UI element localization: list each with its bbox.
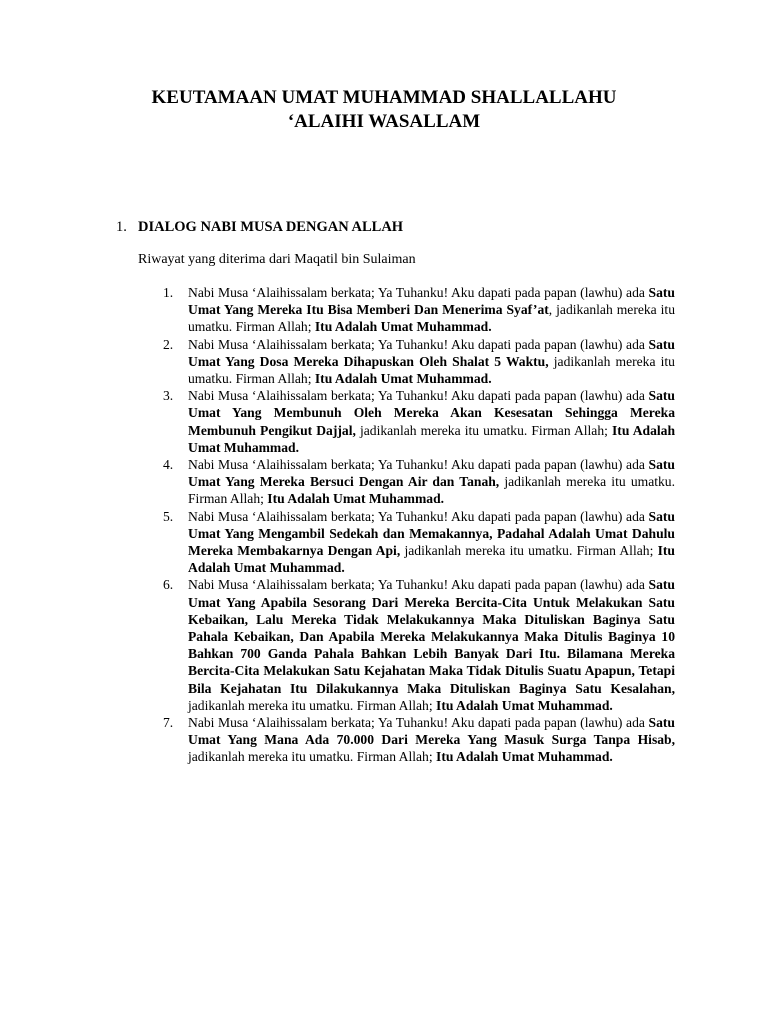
section-title: DIALOG NABI MUSA DENGAN ALLAH: [138, 219, 404, 235]
list-item-lead: Nabi Musa ‘Alaihissalam berkata; Ya Tuhanku! Aku dapati pada papan (lawhu) ada: [188, 508, 649, 524]
list-item-mid: jadikanlah mereka itu umatku. Firman Allah;: [188, 749, 437, 765]
list-item-lead: Nabi Musa ‘Alaihissalam berkata; Ya Tuhanku! Aku dapati pada papan (lawhu) ada: [188, 715, 649, 731]
list-item-bold: Satu Umat Yang Apabila Sesorang Dari Mereka Bercita-Cita Untuk Melakukan Satu Kebaikan, Lalu Mereka Tidak Melakukannya Maka Dituliskan Baginya Satu Pahala Kebaikan, Dan Apabila Mereka Melakukannya Maka Ditulis Baginya 10 Bahkan 700 Ganda Pahala Bahkan Lebih Banyak Dari Itu. Bilamana Mereka Bercita-Cita Melakukan Satu Kejahatan Maka Tidak Ditulis Suatu Apapun, Tetapi Bila Kejahatan Itu Dilakukannya Maka Dituliskan Baginya Satu Kesalahan,: [188, 577, 675, 696]
page-title-line-2: ‘ALAIHI WASALLAM: [287, 111, 481, 132]
list-item-mid: , jadikanlah mereka itu umatku. Firman Allah;: [188, 302, 676, 335]
list-item: [160, 387, 675, 456]
list-item-mid: jadikanlah mereka itu umatku. Firman Allah;: [355, 422, 612, 438]
list-item-conclusion: Itu Adalah Umat Muhammad.: [314, 371, 492, 387]
list-item-mid: jadikanlah mereka itu umatku. Firman Allah;: [188, 474, 675, 507]
list-item-mid: jadikanlah mereka itu umatku. Firman Allah;: [188, 353, 675, 387]
list-item-lead: Nabi Musa ‘Alaihissalam berkata; Ya Tuhanku! Aku dapati pada papan (lawhu) ada: [188, 336, 649, 352]
list-item-lead: Nabi Musa ‘Alaihissalam berkata; Ya Tuhanku! Aku dapati pada papan (lawhu) ada: [188, 457, 649, 473]
list-item-lead: Nabi Musa ‘Alaihissalam berkata; Ya Tuhanku! Aku dapati pada papan (lawhu) ada: [188, 577, 649, 593]
list-item-number: 7.: [163, 715, 174, 731]
section-number: 1.: [116, 219, 127, 235]
list-item-number: 2.: [163, 336, 174, 352]
list-item: [160, 508, 675, 577]
list-item: [160, 714, 675, 766]
section-heading: [116, 219, 403, 236]
list-item-number: 5.: [163, 508, 174, 524]
list-item-bold: Satu Umat Yang Mengambil Sedekah dan Memakannya, Padahal Adalah Umat Dahulu Mereka Membakarnya Dengan Api,: [188, 508, 675, 559]
list-item-lead: Nabi Musa ‘Alaihissalam berkata; Ya Tuhanku! Aku dapati pada papan (lawhu) ada: [188, 388, 649, 404]
list-item-bold: Satu Umat Yang Mereka Itu Bisa Memberi Dan Menerima Syaf’at: [188, 285, 675, 318]
list-item-lead: Nabi Musa ‘Alaihissalam berkata; Ya Tuhanku! Aku dapati pada papan (lawhu) ada: [188, 285, 649, 300]
numbered-list: [160, 284, 675, 766]
list-item-mid: jadikanlah mereka itu umatku. Firman Allah;: [400, 543, 658, 559]
page-title-line-1: KEUTAMAAN UMAT MUHAMMAD SHALLALLAHU: [151, 87, 617, 108]
list-item: [160, 456, 675, 508]
list-item-bold: Satu Umat Yang Mereka Bersuci Dengan Air dan Tanah,: [188, 457, 675, 490]
intro-text: Riwayat yang diterima dari Maqatil bin Sulaiman: [138, 252, 416, 267]
list-item-number: 1.: [163, 285, 174, 300]
list-item-conclusion: Itu Adalah Umat Muhammad.: [188, 422, 676, 455]
list-item-conclusion: Itu Adalah Umat Muhammad.: [188, 543, 675, 576]
page-title: [0, 86, 768, 134]
list-item-number: 6.: [163, 577, 174, 593]
list-item-conclusion: Itu Adalah Umat Muhammad.: [436, 749, 613, 765]
list-item-number: 3.: [163, 388, 174, 404]
list-item-conclusion: Itu Adalah Umat Muhammad.: [436, 697, 613, 713]
list-item-conclusion: Itu Adalah Umat Muhammad.: [267, 491, 445, 507]
list-item: [160, 284, 675, 336]
list-item-number: 4.: [163, 457, 174, 473]
list-item-conclusion: Itu Adalah Umat Muhammad.: [314, 319, 492, 335]
list-item-bold: Satu Umat Yang Mana Ada 70.000 Dari Mereka Yang Masuk Surga Tanpa Hisab,: [188, 715, 675, 748]
list-item: [160, 576, 675, 714]
list-item-bold: Satu Umat Yang Membunuh Oleh Mereka Akan Kesesatan Sehingga Mereka Membunuh Pengikut Dajjal,: [188, 388, 675, 438]
list-item-mid: jadikanlah mereka itu umatku. Firman Allah;: [188, 697, 437, 713]
list-item-bold: Satu Umat Yang Dosa Mereka Dihapuskan Oleh Shalat 5 Waktu,: [188, 336, 675, 369]
list-item: [160, 336, 675, 388]
